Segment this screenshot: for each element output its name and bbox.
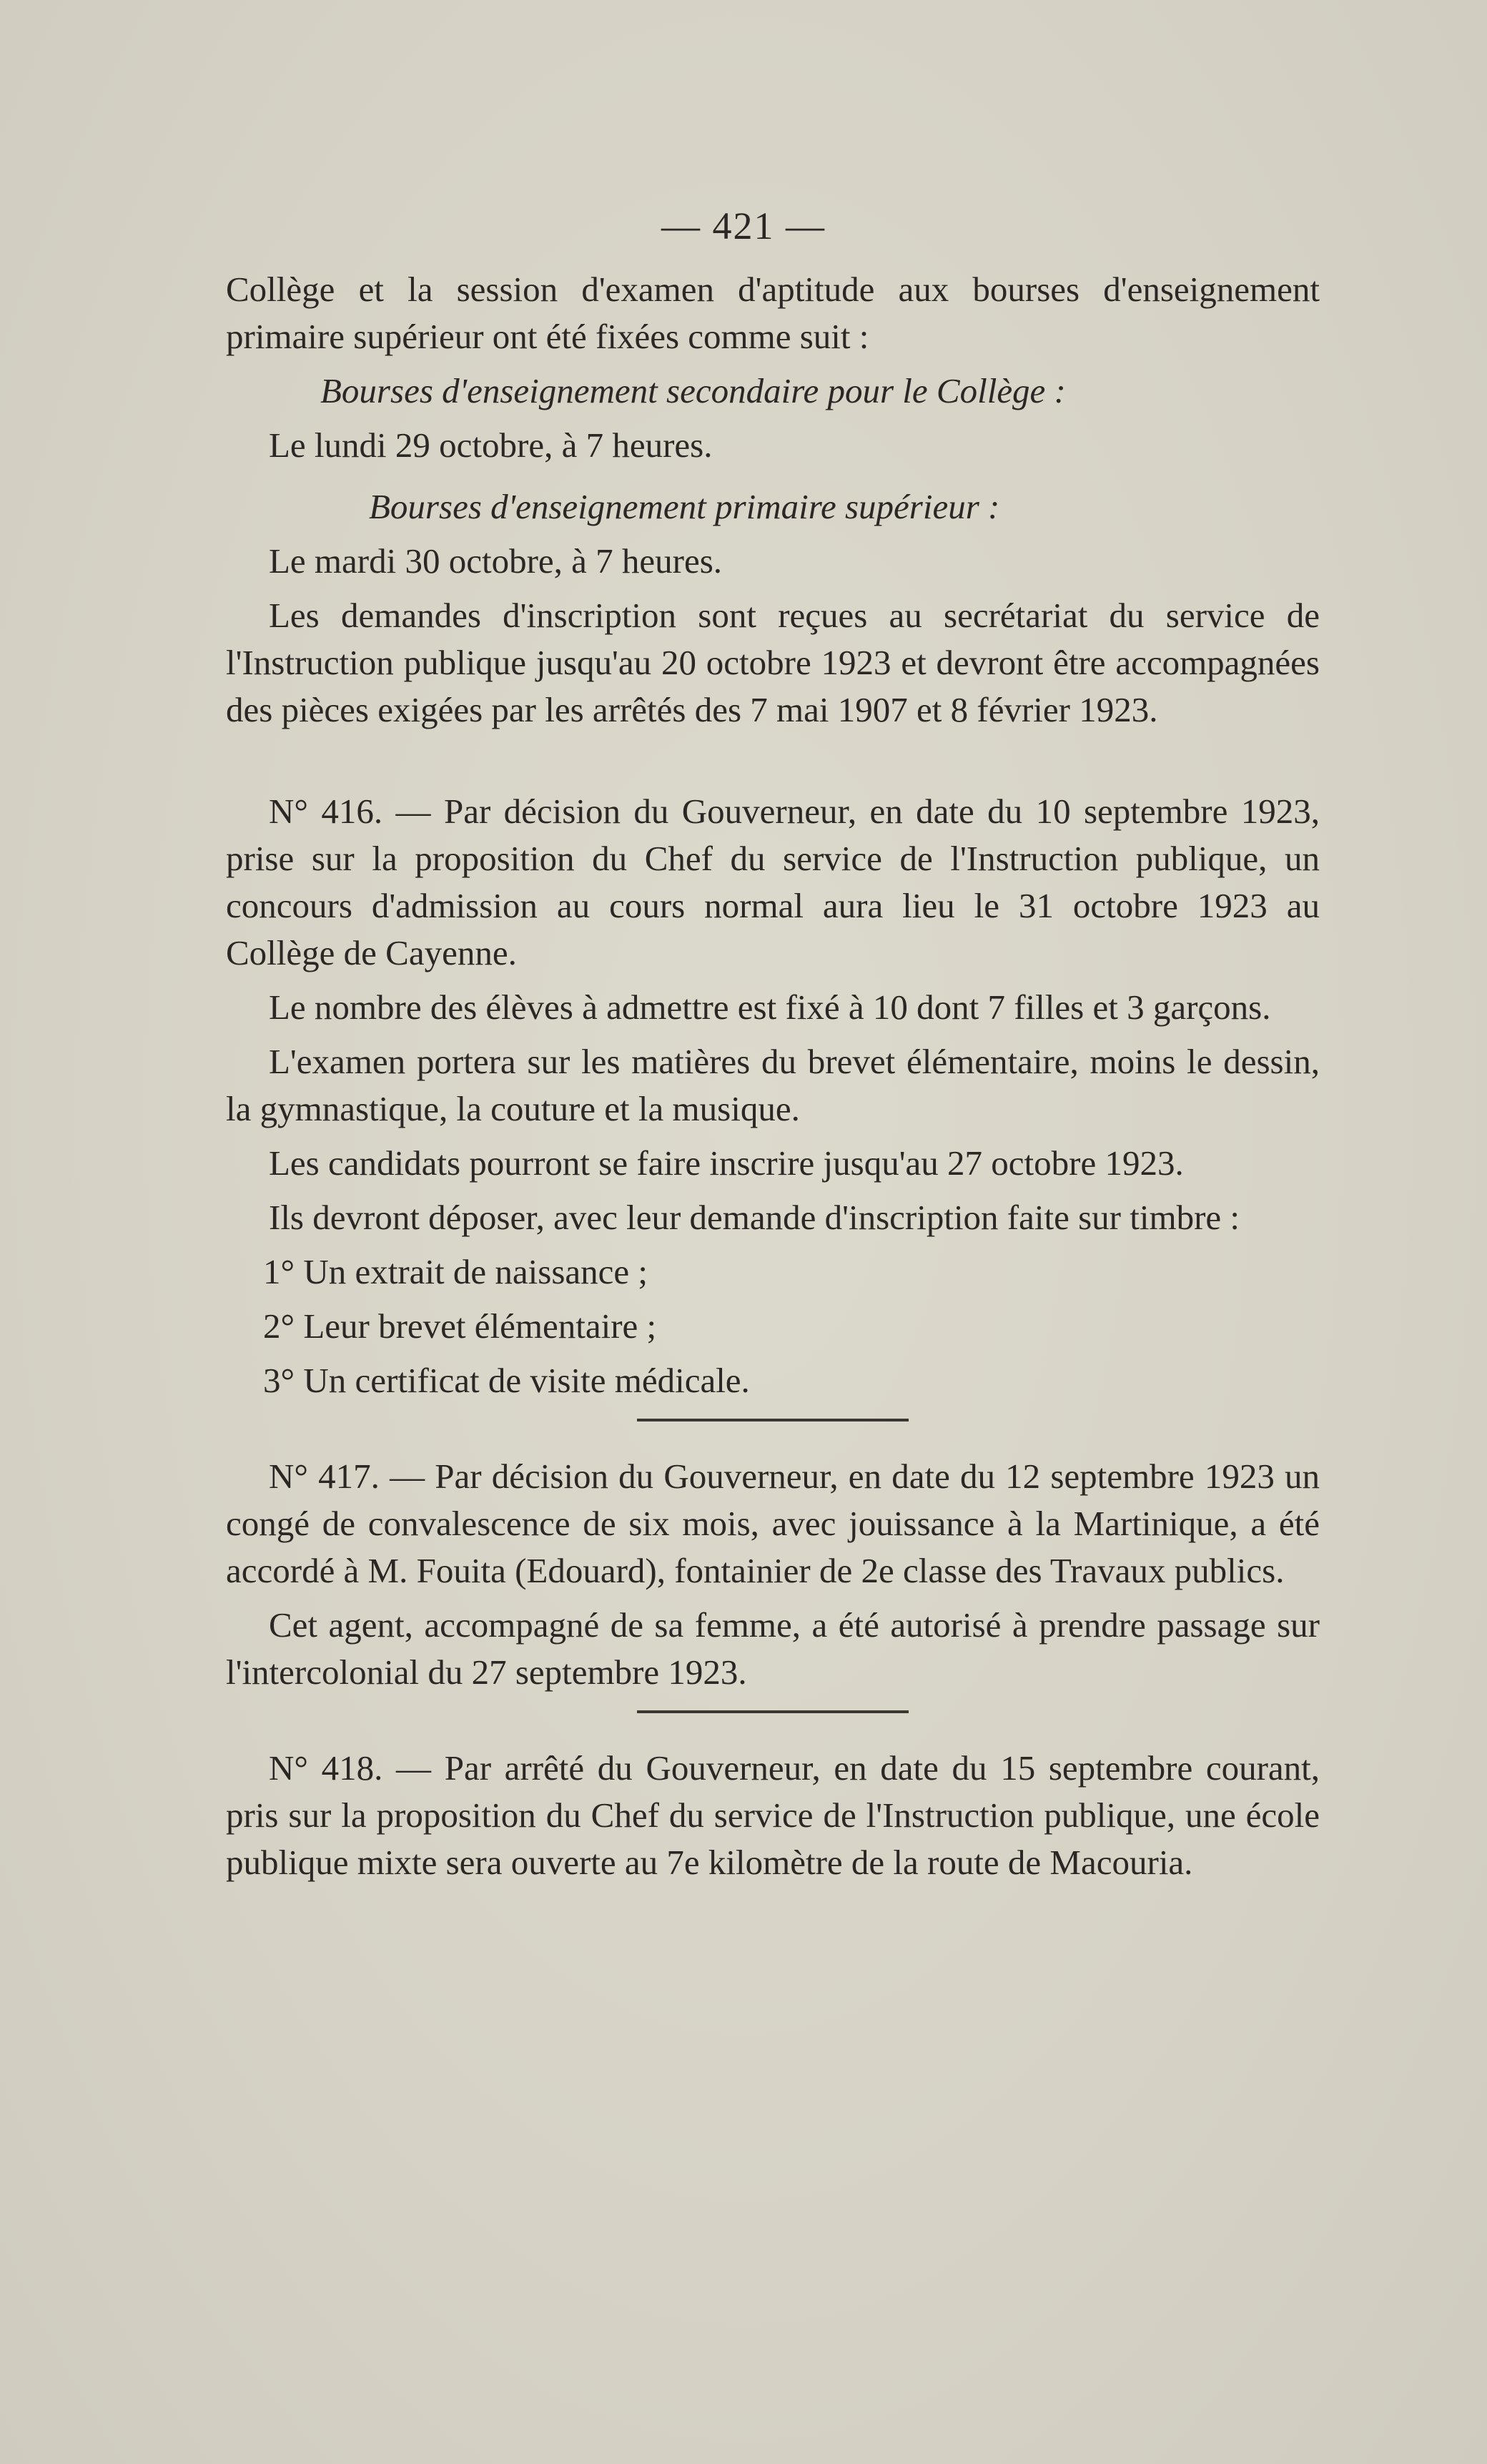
decision-418-paragraph bbox=[226, 1745, 1320, 1886]
inscriptions-paragraph: Les demandes d'inscription sont reçues au secrétariat du service de l'Instruction publique jusqu'au 20 octobre 1923 et devront être accompagnées des pièces exigées par les arrêtés des 7 mai 1907 et 8 février 1923. bbox=[226, 596, 1320, 729]
college-section bbox=[226, 266, 1320, 1886]
decision-416-text: — Par décision du Gouverneur, en date du 10 septembre 1923, prise sur la proposition du Chef du service de l'Instruction publique, un concours d'admission au cours normal aura lieu le 31 octobre 1923 au Collège de Cayenne. bbox=[226, 792, 1320, 972]
list-item: 2° Leur brevet élémentaire ; bbox=[263, 1306, 657, 1346]
section-divider bbox=[637, 1710, 909, 1713]
section-divider bbox=[637, 1419, 909, 1421]
decision-417-number: N° 417. bbox=[269, 1457, 380, 1496]
decision-416-examen-paragraph: L'examen portera sur les matières du brevet élémentaire, moins le dessin, la gymnastique, la couture et la musique. bbox=[226, 1042, 1320, 1128]
decision-416-paragraph bbox=[226, 788, 1320, 977]
decision-417-paragraph bbox=[226, 1453, 1320, 1595]
college-intro-paragraph: Collège et la session d'examen d'aptitude aux bourses d'enseignement primaire supérieur ont été fixées comme suit : bbox=[226, 270, 1320, 356]
decision-418-number: N° 418. bbox=[269, 1748, 383, 1788]
decision-416-number: N° 416. bbox=[269, 792, 383, 831]
list-item: 3° Un certificat de visite médicale. bbox=[263, 1361, 750, 1400]
decision-417-agent-paragraph: Cet agent, accompagné de sa femme, a été autorisé à prendre passage sur l'intercolonial du 27 septembre 1923. bbox=[226, 1605, 1320, 1692]
decision-416-nombre-paragraph: Le nombre des élèves à admettre est fixé à 10 dont 7 filles et 3 garçons. bbox=[269, 987, 1271, 1027]
decision-416-candidats-paragraph: Les candidats pourront se faire inscrire jusqu'au 27 octobre 1923. bbox=[269, 1143, 1184, 1183]
heading-secondary-bursaries: Bourses d'enseignement secondaire pour le Collège : bbox=[320, 371, 1066, 410]
date-primary-exam: Le mardi 30 octobre, à 7 heures. bbox=[269, 541, 723, 581]
decision-416-deposer-paragraph: Ils devront déposer, avec leur demande d'inscription faite sur timbre : bbox=[269, 1198, 1240, 1237]
decision-418-text: — Par arrêté du Gouverneur, en date du 15 septembre courant, pris sur la proposition du Chef du service de l'Instruction publique, une école publique mixte sera ouverte au 7e kilomètre de la route de Macouria. bbox=[226, 1748, 1320, 1882]
date-secondary-exam: Le lundi 29 octobre, à 7 heures. bbox=[269, 425, 713, 465]
heading-primary-bursaries: Bourses d'enseignement primaire supérieur : bbox=[369, 487, 1000, 526]
page-number: — 421 — bbox=[661, 204, 826, 247]
decision-417-text: — Par décision du Gouverneur, en date du 12 septembre 1923 un congé de convalescence de six mois, avec jouissance à la Martinique, a été accordé à M. Fouita (Edouard), fontainier de 2e classe des Travaux publics. bbox=[226, 1457, 1320, 1590]
list-item: 1° Un extrait de naissance ; bbox=[263, 1252, 648, 1291]
